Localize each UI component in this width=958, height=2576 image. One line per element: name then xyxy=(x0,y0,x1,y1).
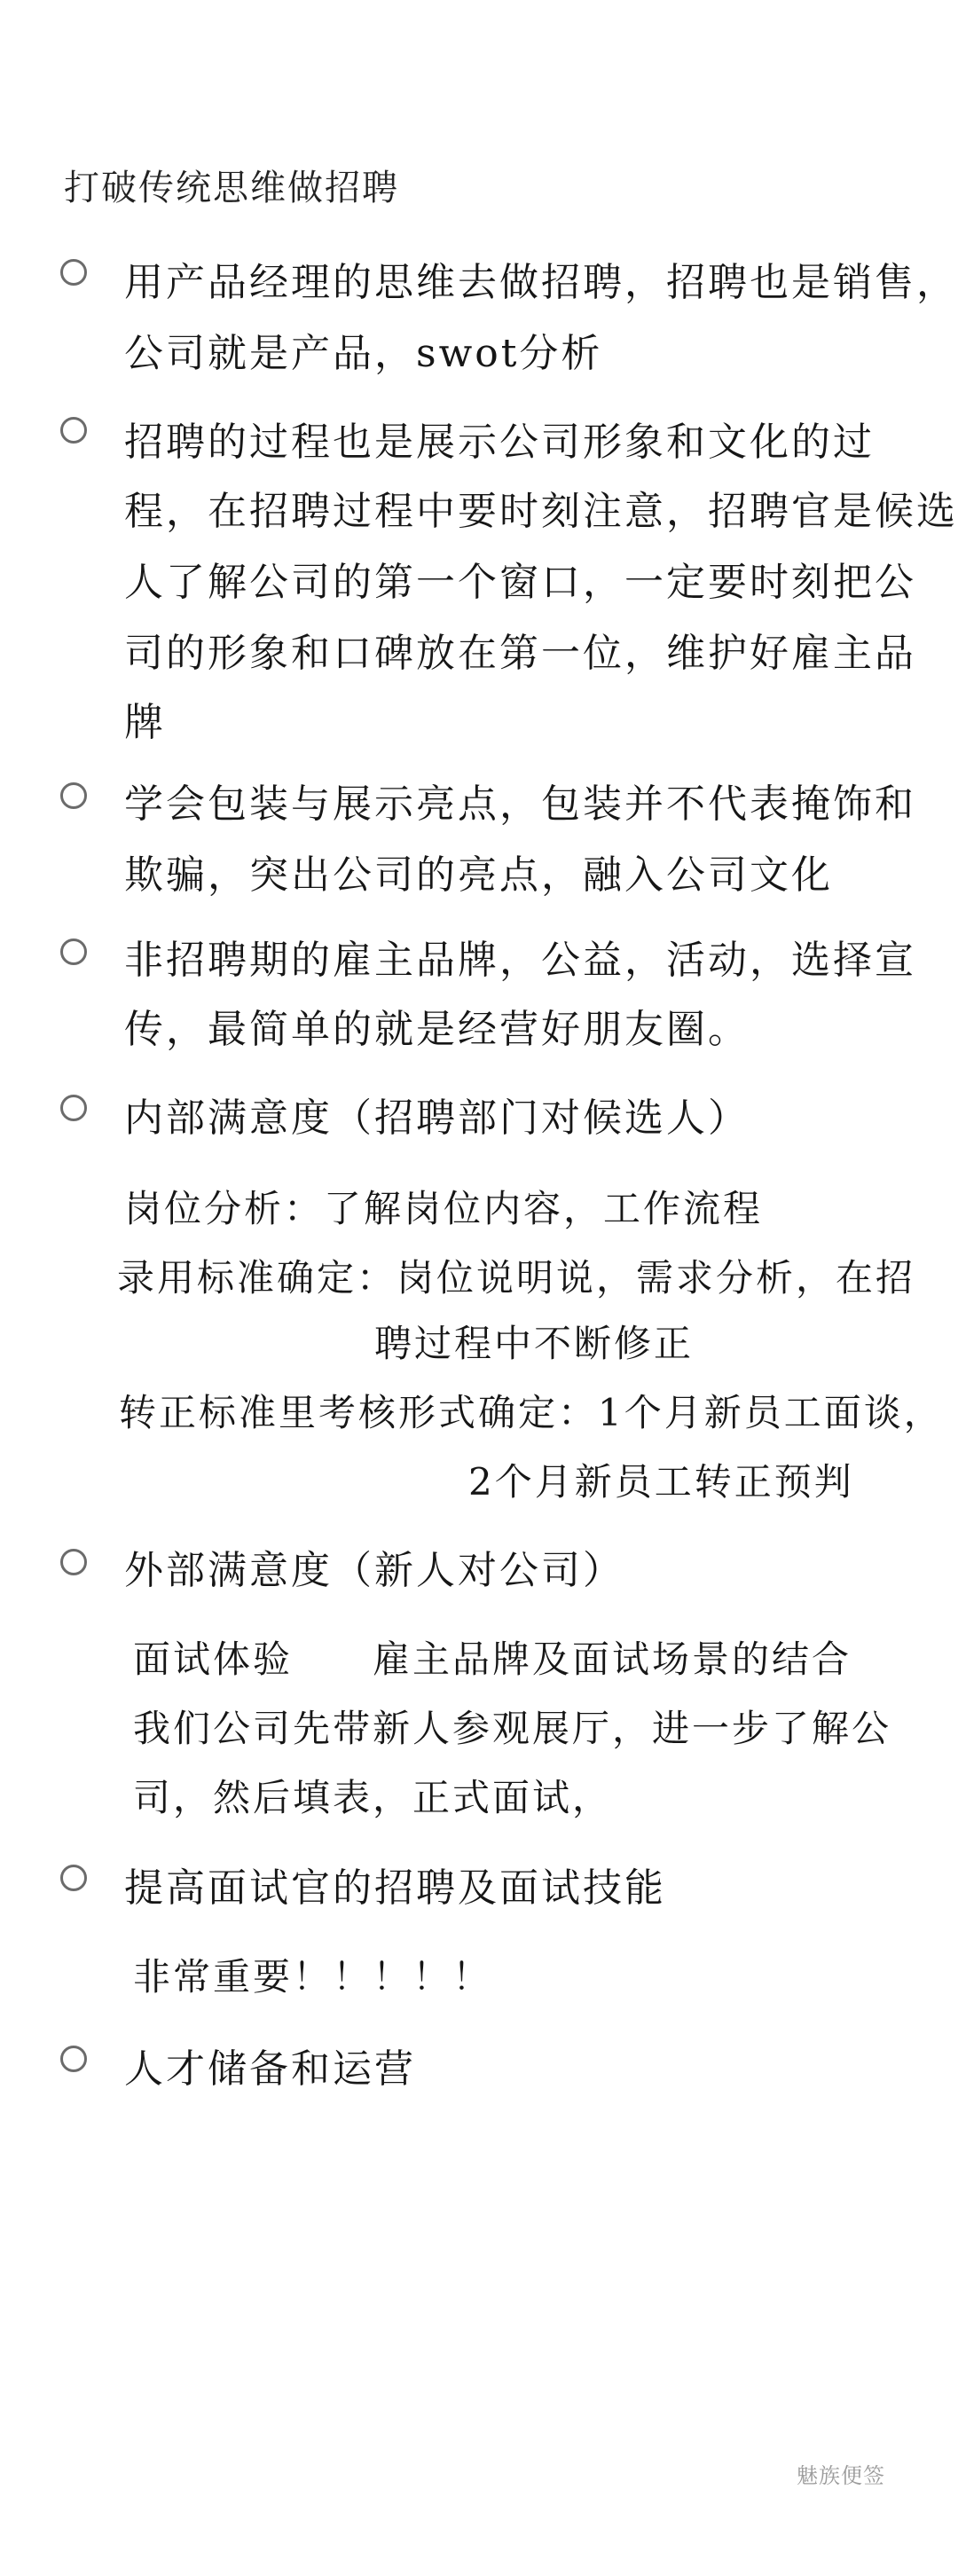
checkbox-circle-icon[interactable] xyxy=(60,259,87,286)
detail-line: 面试体验 雇主品牌及面试场景的结合 xyxy=(133,1637,852,1681)
detail-line: 非常重要！！！！！ xyxy=(133,1955,493,1999)
note-title: 打破传统思维做招聘 xyxy=(64,168,399,208)
item-text-line: 招聘的过程也是展示公司形象和文化的过 xyxy=(124,420,875,465)
item-text-line: 牌 xyxy=(124,700,166,745)
item-text-line: 提高面试官的招聘及面试技能 xyxy=(124,1865,666,1911)
item-text-line: 用产品经理的思维去做招聘，招聘也是销售， xyxy=(124,260,958,305)
checkbox-circle-icon[interactable] xyxy=(60,939,87,965)
checkbox-circle-icon[interactable] xyxy=(60,1549,87,1575)
detail-line: 转正标准里考核形式确定：1个月新员工面谈， xyxy=(119,1391,944,1434)
item-text-line: 学会包装与展示亮点，包装并不代表掩饰和 xyxy=(124,781,916,827)
checkbox-circle-icon[interactable] xyxy=(60,1095,87,1121)
detail-line: 2个月新员工转正预判 xyxy=(468,1460,854,1504)
app-watermark: 魅族便签 xyxy=(797,2463,885,2488)
checkbox-circle-icon[interactable] xyxy=(60,417,87,444)
item-text-line: 内部满意度（招聘部门对候选人） xyxy=(124,1096,750,1141)
detail-line: 录用标准确定：岗位说明说，需求分析，在招 xyxy=(117,1256,916,1300)
checkbox-circle-icon[interactable] xyxy=(60,2046,87,2072)
detail-line: 岗位分析：了解岗位内容，工作流程 xyxy=(124,1187,764,1230)
checkbox-circle-icon[interactable] xyxy=(60,1865,87,1891)
detail-line: 聘过程中不断修正 xyxy=(374,1322,695,1365)
item-text-line: 人了解公司的第一个窗口，一定要时刻把公 xyxy=(124,560,916,605)
item-text-line: 人才储备和运营 xyxy=(124,2046,416,2092)
item-text-line: 非招聘期的雇主品牌，公益，活动，选择宣 xyxy=(124,938,916,983)
item-text-line: 公司就是产品，swot分析 xyxy=(124,331,603,376)
detail-line: 司，然后填表，正式面试， xyxy=(133,1776,613,1819)
item-text-line: 传，最简单的就是经营好朋友圈。 xyxy=(124,1007,750,1052)
detail-line: 我们公司先带新人参观展厅，进一步了解公 xyxy=(133,1707,892,1750)
checkbox-circle-icon[interactable] xyxy=(60,782,87,809)
item-text-line: 欺骗，突出公司的亮点，融入公司文化 xyxy=(124,852,833,898)
item-text-line: 程，在招聘过程中要时刻注意，招聘官是候选 xyxy=(124,489,958,534)
item-text-line: 司的形象和口碑放在第一位，维护好雇主品 xyxy=(124,631,916,676)
item-text-line: 外部满意度（新人对公司） xyxy=(124,1548,624,1593)
